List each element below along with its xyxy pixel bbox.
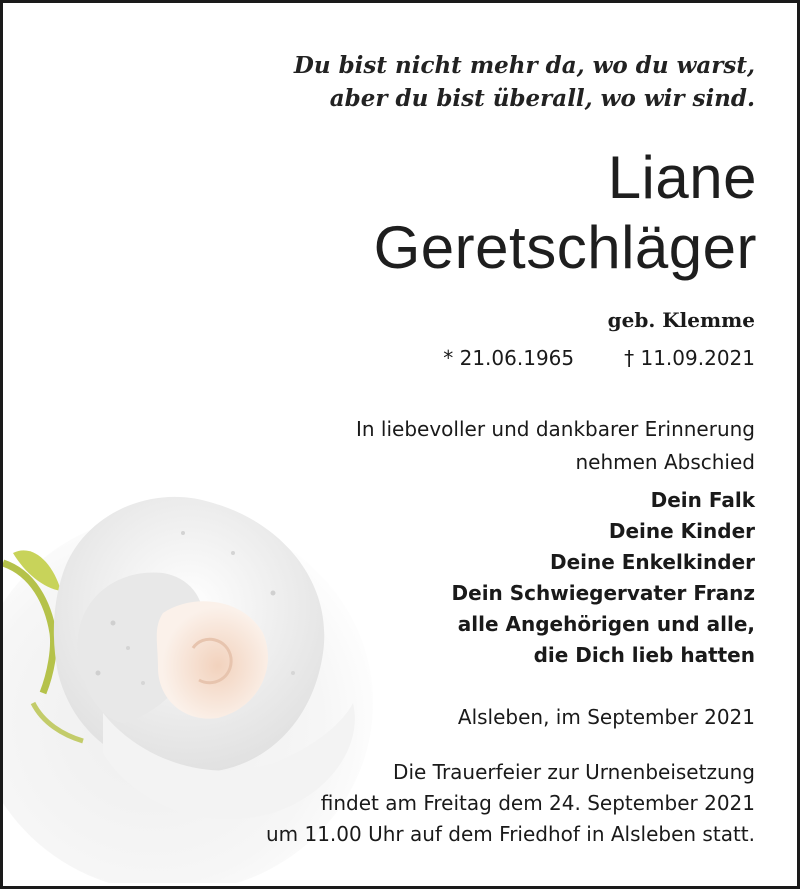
place-date: Alsleben, im September 2021 [457,705,755,729]
mourner-item: alle Angehörigen und alle, [457,612,755,636]
death-date: † 11.09.2021 [624,346,755,370]
quote-line-1: Du bist nicht mehr da, wo du warst, [293,52,755,79]
mourner-item: Dein Schwiegervater Franz [451,581,755,605]
deceased-name [374,143,757,283]
service-line-3: um 11.00 Uhr auf dem Friedhof in Alsleben statt. [265,822,755,846]
memorial-quote [294,49,755,115]
service-line-2: findet am Freitag dem 24. September 2021 [320,791,755,815]
mourner-item: Deine Enkelkinder [549,550,755,574]
mourner-item: Dein Falk [650,488,755,512]
funeral-service-info [266,757,755,850]
intro-line-1: In liebevoller und dankbarer Erinnerung [356,417,755,441]
first-name: Liane [607,144,757,211]
quote-line-2: aber du bist überall, wo wir sind. [329,85,755,112]
intro-line-2: nehmen Abschied [575,450,755,474]
farewell-intro [356,413,755,479]
mourner-item: die Dich lieb hatten [533,643,755,667]
birth-date: * 21.06.1965 [443,346,575,370]
last-name: Geretschläger [373,214,757,281]
maiden-name: geb. Klemme [607,308,755,332]
mourners-list [452,485,755,671]
service-line-1: Die Trauerfeier zur Urnenbeisetzung [393,760,755,784]
life-dates [443,346,755,370]
mourner-item: Deine Kinder [608,519,755,543]
